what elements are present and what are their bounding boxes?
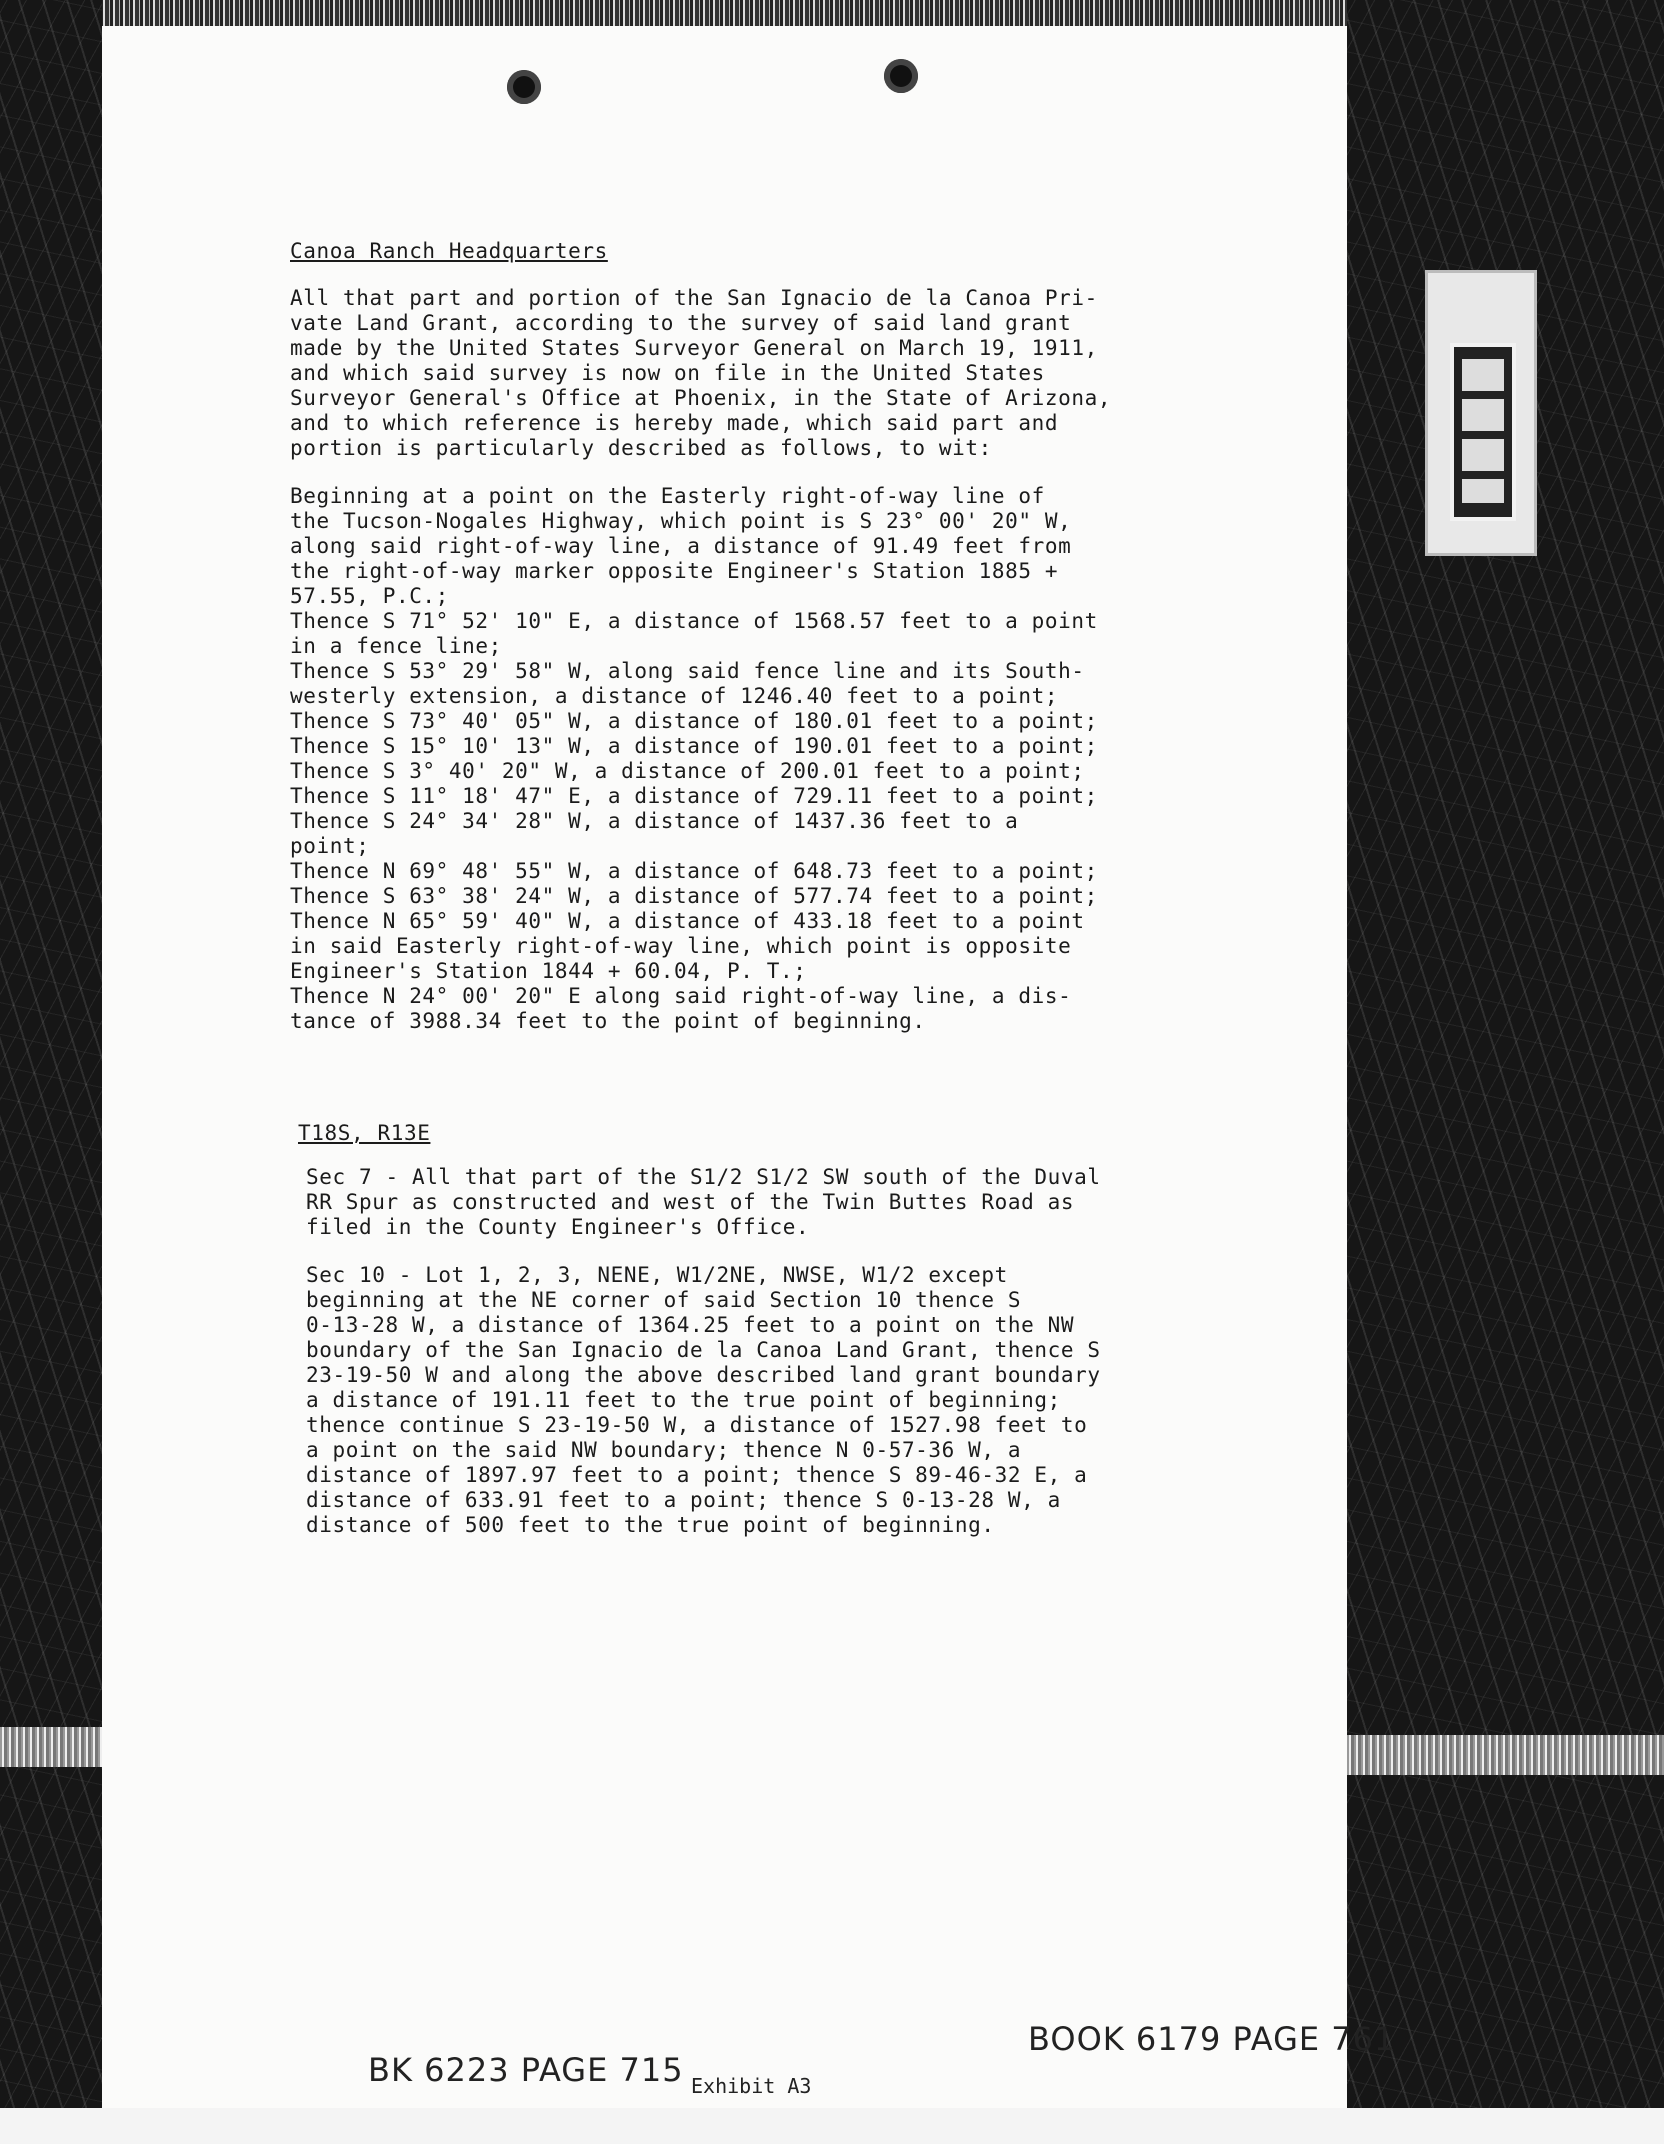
sticker-cell xyxy=(1462,359,1504,391)
document-title: Canoa Ranch Headquarters xyxy=(290,239,608,263)
scan-left-border xyxy=(0,0,102,2144)
sticker-label xyxy=(1425,270,1537,556)
section-7-paragraph: Sec 7 - All that part of the S1/2 S1/2 SW south of the Duval RR Spur as constructed and west of the Twin Buttes Road as filed in the County Engineer's Office. xyxy=(306,1165,1101,1239)
section-10-paragraph: Sec 10 - Lot 1, 2, 3, NENE, W1/2NE, NWSE, W1/2 except beginning at the NE corner of said Section 10 thence S 0-13-28 W, a distance of 1364.25 feet to a point on the NW boundary of the San Ignacio de la Canoa Land Grant, thence S 23-19-50 W and along the above described land grant boundary a distance of 191.11 feet to the true point of beginning; thence continue S 23-19-50 W, a distance of 1527.98 feet to a point on the said NW boundary; thence N 0-57-36 W, a distance of 1897.97 feet to a point; thence S 89-46-32 E, a distance of 633.91 feet to a point; thence S 0-13-28 W, a distance of 500 feet to the true point of beginning. xyxy=(306,1263,1101,1537)
scan-bottom-strip xyxy=(0,2108,1664,2144)
scan-band-right xyxy=(1347,1735,1664,1775)
sticker-cell xyxy=(1462,399,1504,431)
punch-hole-icon xyxy=(507,70,541,104)
book-page-stamp-right: BOOK 6179 PAGE 761 xyxy=(1028,2020,1396,2058)
punch-hole-icon xyxy=(884,59,918,93)
description-paragraph: All that part and portion of the San Ignacio de la Canoa Pri- vate Land Grant, according to the survey of said land grant made by the United States Surveyor General on March 19, 1911, and which said survey is now on file in the United States Surveyor General's Office at Phoenix, in the State of Arizona, and to which reference is hereby made, which said part and portion is particularly described as follows, to wit: xyxy=(290,286,1112,460)
sticker-cell xyxy=(1462,439,1504,471)
sticker-cell xyxy=(1462,479,1504,503)
sticker-barcode xyxy=(1450,343,1516,521)
exhibit-label: Exhibit A3 xyxy=(691,2074,812,2098)
township-heading: T18S, R13E xyxy=(298,1121,431,1145)
book-page-stamp-left: BK 6223 PAGE 715 xyxy=(368,2051,684,2089)
scan-band-left xyxy=(0,1727,102,1767)
metes-bounds-paragraph: Beginning at a point on the Easterly right-of-way line of the Tucson-Nogales Highway, which point is S 23° 00' 20" W, along said right-of-way line, a distance of 91.49 feet from the right-of-way marker opposite Engineer's Station 1885 + 57.55, P.C.; Thence S 71° 52' 10" E, a distance of 1568.57 feet to a point in a fence line; Thence S 53° 29' 58" W, along said fence line and its South- westerly extension, a distance of 1246.40 feet to a point; Thence S 73° 40' 05" W, a distance of 180.01 feet to a point; Thence S 15° 10' 13" W, a distance of 190.01 feet to a point; Thence S 3° 40' 20" W, a distance of 200.01 feet to a point; Thence S 11° 18' 47" E, a distance of 729.11 feet to a point; Thence S 24° 34' 28" W, a distance of 1437.36 feet to a point; Thence N 69° 48' 55" W, a distance of 648.73 feet to a point; Thence S 63° 38' 24" W, a distance of 577.74 feet to a point; Thence N 65° 59' 40" W, a distance of 433.18 feet to a point in said Easterly right-of-way line, which point is opposite Engineer's Station 1844 + 60.04, P. T.; Thence N 24° 00' 20" E along said right-of-way line, a dis- tance of 3988.34 feet to the point of beginning. xyxy=(290,484,1098,1033)
